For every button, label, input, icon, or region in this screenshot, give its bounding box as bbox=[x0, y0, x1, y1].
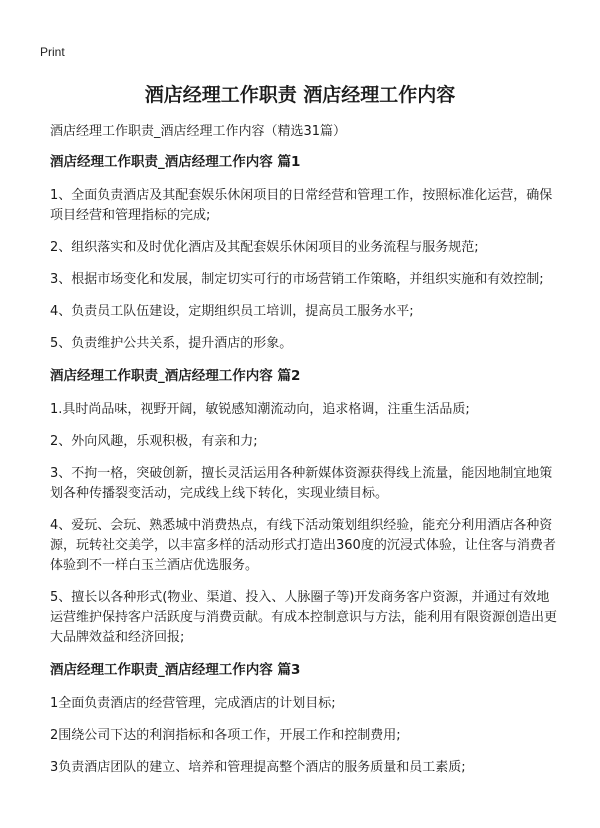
section-3 bbox=[50, 660, 560, 778]
section-heading: 酒店经理工作职责_酒店经理工作内容 篇2 bbox=[50, 368, 301, 384]
paragraph: 2、组织落实和及时优化酒店及其配套娱乐休闲项目的业务流程与服务规范; bbox=[50, 240, 479, 255]
paragraph: 2、外向风趣，乐观积极，有亲和力; bbox=[50, 434, 258, 449]
paragraph: 3、不拘一格，突破创新，擅长灵活运用各种新媒体资源获得线上流量，能因地制宜地策划各种传播裂变活动，完成线上线下转化，实现业绩目标。 bbox=[50, 466, 553, 501]
paragraph: 3、根据市场变化和发展，制定切实可行的市场营销工作策略，并组织实施和有效控制; bbox=[50, 272, 544, 287]
paragraph: 5、擅长以各种形式(物业、渠道、投入、人脉圈子等)开发商务客户资源，并通过有效地运营维护保持客户活跃度与消费贡献。有成本控制意识与方法，能利用有限资源创造出更大品牌效益和经济回报; bbox=[50, 590, 558, 645]
article-body bbox=[50, 152, 560, 790]
print-link[interactable]: Print bbox=[40, 45, 65, 59]
page-subtitle: 酒店经理工作职责_酒店经理工作内容（精选31篇） bbox=[50, 124, 347, 139]
section-heading: 酒店经理工作职责_酒店经理工作内容 篇1 bbox=[50, 154, 301, 170]
paragraph: 3负责酒店团队的建立、培养和管理提高整个酒店的服务质量和员工素质; bbox=[50, 760, 466, 775]
section-2 bbox=[50, 366, 560, 648]
paragraph: 1、全面负责酒店及其配套娱乐休闲项目的日常经营和管理工作，按照标准化运营，确保项目经营和管理指标的完成; bbox=[50, 188, 553, 223]
page-title: 酒店经理工作职责 酒店经理工作内容 bbox=[144, 84, 456, 106]
paragraph: 1.具时尚品味，视野开阔，敏锐感知潮流动向，追求格调，注重生活品质; bbox=[50, 402, 470, 417]
paragraph: 1全面负责酒店的经营管理，完成酒店的计划目标; bbox=[50, 696, 336, 711]
paragraph: 5、负责维护公共关系，提升酒店的形象。 bbox=[50, 336, 293, 351]
paragraph: 2围绕公司下达的利润指标和各项工作，开展工作和控制费用; bbox=[50, 728, 401, 743]
paragraph: 4、爱玩、会玩、熟悉城中消费热点，有线下活动策划组织经验，能充分利用酒店各种资源，玩转社交美学，以丰富多样的活动形式打造出360度的沉浸式体验，让住客与消费者体验到不一样白玉兰酒店优选服务。 bbox=[50, 518, 556, 573]
section-1 bbox=[50, 152, 560, 354]
paragraph: 4、负责员工队伍建设，定期组织员工培训，提高员工服务水平; bbox=[50, 304, 414, 319]
section-heading: 酒店经理工作职责_酒店经理工作内容 篇3 bbox=[50, 662, 301, 678]
